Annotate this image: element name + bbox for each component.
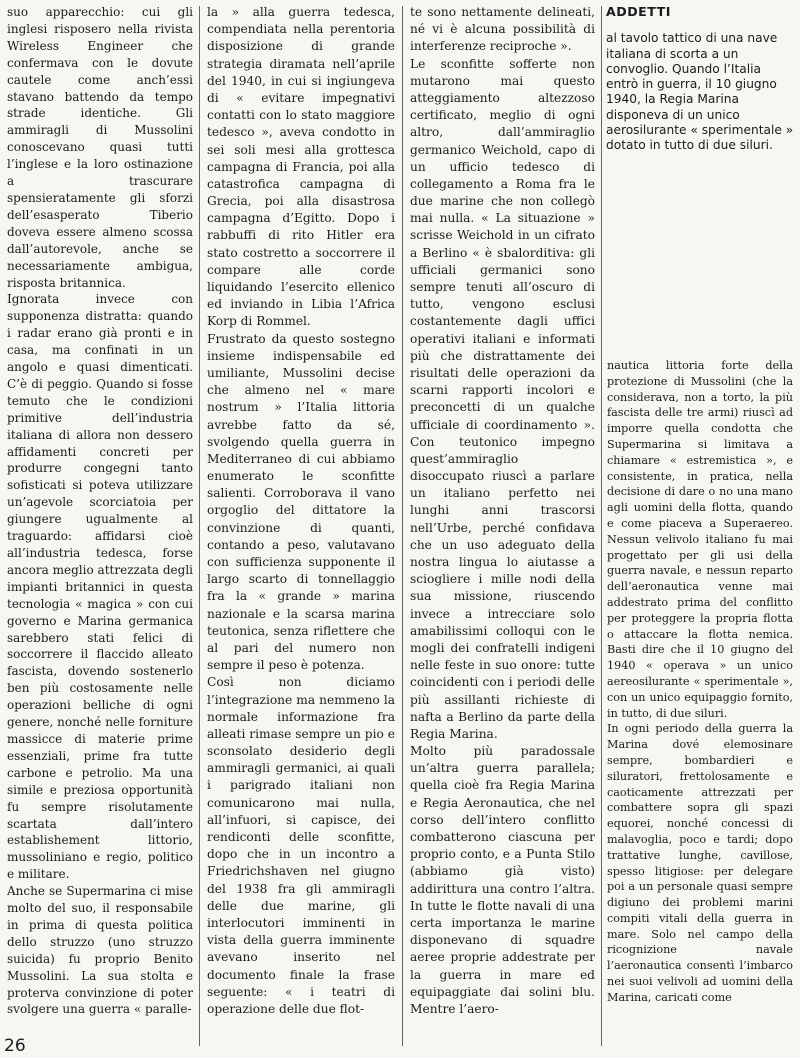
paragraph: Così non diciamo l’integrazione ma nemmeno la normale informazione fra alleati rimase sempre un pio e sconsolato desiderio degli ammiragli germanici, ai quali i parigrado italiani non comunicarono mai nulla, all’infuori, si capisce, dei rendiconti delle sconfitte, dopo che in un incontro a Friedrichshaven nel giugno del 1938 fra gli ammiragli delle due marine, gli interlocutori imminenti in vista della guerra imminente avevano inserito nel documento finale la frase seguente: « i teatri di operazione delle due flot-	[207, 675, 395, 1016]
page-number: 26	[4, 1036, 26, 1056]
caption-title: ADDETTI	[606, 4, 671, 19]
photo-caption-box	[606, 4, 796, 154]
text-column-3	[410, 4, 595, 1018]
text-column-2	[207, 4, 395, 1018]
column-divider	[402, 6, 403, 1046]
paragraph: te sono nettamente delineati, né vi è alcuna possibilità di interferenze reciproche ».	[410, 5, 595, 54]
paragraph: Le sconfitte sofferte non mutarono mai questo atteggiamento altezzoso certificato, meglio di ogni altro, dall’ammiraglio germanico Weichold, capo di un ufficio tedesco di collegamento a Roma fra le due marine che non collegò mai nulla. « La situazione » scrisse Weichold in un cifrato a Berlino « è sbalorditiva: gli ufficiali germanici sono sempre tenuti all’oscuro di tutto, vengono esclusi costantemente dagli uffici operativi italiani e informati più che distrattamente dei risultati delle operazioni da scarni rapporti incolori e preconcetti di un qualche ufficiale di coordinamento ». Con teutonico impegno quest’ammiraglio disoccupato riuscì a parlare un italiano perfetto nei lunghi anni trascorsi nell’Urbe, perché confidava che un uso adeguato della nostra lingua lo aiutasse a sciogliere i mille nodi della sua missione, riuscendo invece a intrecciare solo amabilissimi colloqui con le mogli dei confratelli indigeni nelle feste in suo onore: tutte coincidenti con i periodi delle più assillanti richieste di nafta a Berlino da parte della Regia Marina.	[410, 56, 595, 741]
caption-text: al tavolo tattico di una nave italiana di scorta a un convoglio. Quando l’Italia entrò in guerra, il 10 giugno 1940, la Regia Marina disponeva di un unico aerosilurante « sperimentale » dotato in tutto di due siluri.	[606, 31, 794, 153]
paragraph: Anche se Supermarina ci mise molto del suo, il responsabile in prima di questa politica dello struzzo (uno struzzo suicida) fu proprio Benito Mussolini. La sua stolta e proterva convinzione di poter svolgere una guerra « paralle-	[7, 884, 193, 1017]
paragraph: la » alla guerra tedesca, compendiata nella perentoria disposizione di grande strategia diramata nell’aprile del 1940, in cui si ingiungeva di « evitare impegnativi contatti con lo stato maggiore tedesco », aveva condotto in sei soli mesi alla grottesca campagna di Francia, poi alla catastrofica campagna di Grecia, poi alla disastrosa campagna d’Egitto. Dopo i rabbuffi di rito Hitler era stato costretto a soccorrere il compare alle corde liquidando l’esercito ellenico ed inviando in Libia l’Africa Korp di Rommel.	[207, 5, 395, 329]
paragraph: Ignorata invece con supponenza distratta: quando i radar erano già pronti e in casa, ma confinati in un angolo e quasi dimenticati. C’è di peggio. Quando si fosse temuto che le condizioni primitive dell’industria italiana di allora non dessero affidamenti concreti per produrre congegni tanto sofisticati si poteva utilizzare un’agevole scorciatoia per giungere ugualmente al traguardo: affidarsi cioè all’industria tedesca, forse ancora meglio attrezzata degli impianti britannici in questa tecnologia « magica » con cui governo e Marina germanica sarebbero stati felici di soccorrere il flaccido alleato fascista, dovendo sostenerlo ben più costosamente nelle operazioni belliche di ogni genere, nonché nelle forniture massicce di materie prime essenziali, prime fra tutte carbone e petrolio. Ma una simile e preziosa opportunità fu sempre risolutamente scartata dall’intero establishement littorio, mussoliniano e regio, politico e militare.	[7, 292, 193, 882]
paragraph: In ogni periodo della guerra la Marina dové elemosinare sempre, bombardieri e siluratori, frettolosamente e caoticamente attrezzati per combattere sopra gli spazi equorei, nonché concessi di malavoglia, poco e tardi; dopo trattative lunghe, cavillose, spesso litigiose: per delegare poi a un personale quasi sempre digiuno dei problemi marini compiti vitali della guerra in mare. Solo nel campo della ricognizione navale l’aeronautica consentì l’imbarco nei suoi velivoli ad uomini della Marina, caricati come	[607, 722, 793, 1004]
text-column-1	[7, 4, 193, 1018]
paragraph: Frustrato da questo sostegno insieme indispensabile ed umiliante, Mussolini decise che almeno nel « mare nostrum » l’Italia littoria avrebbe fatto da sé, svolgendo quella guerra in Mediterraneo di cui abbiamo enumerato le sconfitte salienti. Corroborava il vano orgoglio del dittatore la convinzione di quanti, contando a peso, valutavano con sufficienza supponente il largo scarto di tonnellaggio fra la « grande » marina nazionale e la scarsa marina teutonica, senza riflettere che al pari del numero non sempre il peso è potenza.	[207, 331, 395, 673]
text-column-4	[607, 358, 793, 1006]
paragraph: suo apparecchio: cui gli inglesi risposero nella rivista Wireless Engineer che confermava con le dovute cautele come anch’essi stavano battendo da tempo strade identiche. Gli ammiragli di Mussolini conoscevano quasi tutti l’inglese e la loro ostinazione a trascurare spensieratamente gli sforzi dell’esasperato Tiberio doveva essere almeno scossa dall’autorevole, anche se necessariamente ambigua, risposta britannica.	[7, 5, 193, 290]
column-divider	[199, 6, 200, 1046]
paragraph: nautica littoria forte della protezione di Mussolini (che la considerava, non a torto, la più fascista delle tre armi) riuscì ad imporre quella condotta che Supermarina si limitava a chiamare « estremistica », e consistente, in pratica, nella decisione di dare o no una mano agli uomini della flotta, quando e come piaceva a Superaereo. Nessun velivolo italiano fu mai progettato per gli usi della guerra navale, e nessun reparto dell’aeronautica venne mai addestrato prima del conflitto per proteggere la propria flotta o attaccare la flotta nemica. Basti dire che il 10 giugno del 1940 « operava » un unico aereosilurante « sperimentale », con un unico equipaggio fornito, in tutto, di due siluri.	[607, 359, 793, 720]
paragraph: Molto più paradossale un’altra guerra parallela; quella cioè fra Regia Marina e Regia Aeronautica, che nel corso dell’intero conflitto combatterono ciascuna per proprio conto, e a Punta Stilo (abbiamo già visto) addirittura una contro l’altra. In tutte le flotte navali di una certa importanza le marine disponevano di squadre aeree proprie addestrate per la guerra in mare ed equipaggiate dai solini blu. Mentre l’aero-	[410, 744, 595, 1016]
column-divider	[601, 6, 602, 1046]
